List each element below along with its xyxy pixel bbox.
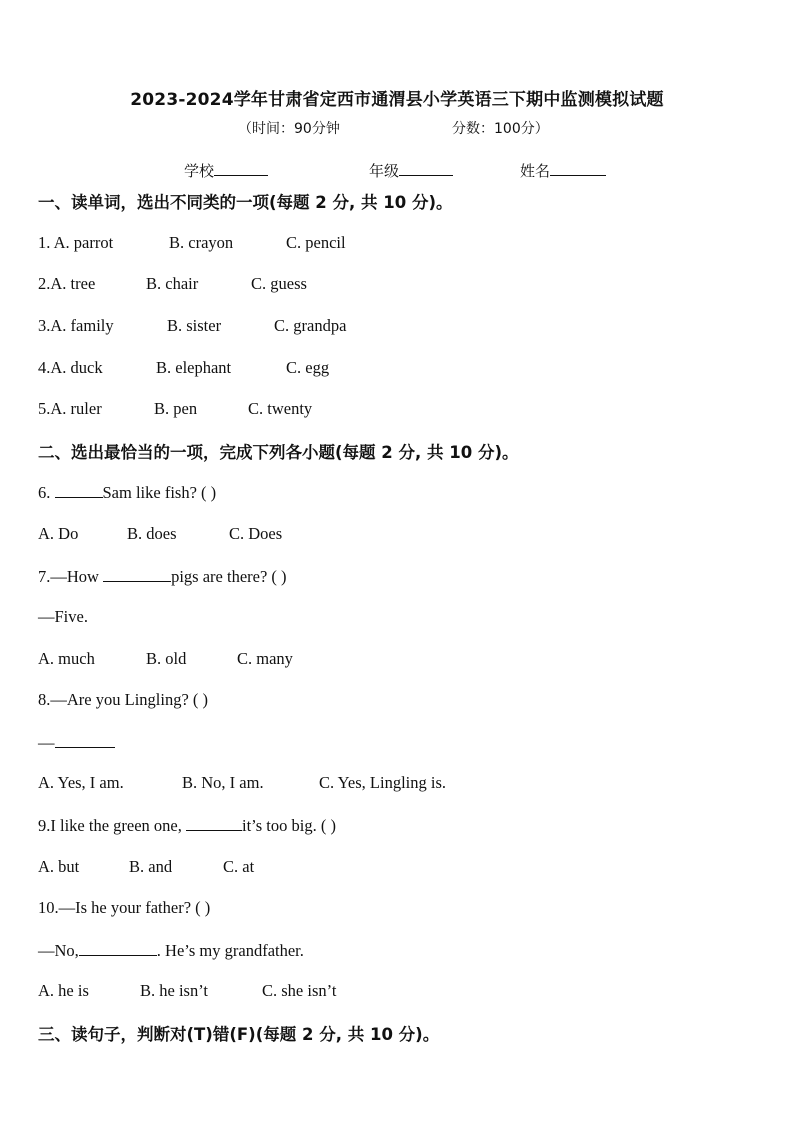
q10-option-c: C. she isn’t [262,981,337,1000]
q10-answer-start: —No, [38,941,79,960]
q2-number: 2. [38,274,51,293]
q10-option-a: A. he is [38,981,89,1000]
q2-option-a: A. tree [50,274,96,293]
section-3-heading: 三、读句子，判断对(T)错(F)(每题 2 分, 共 10 分)。 [38,1025,440,1044]
question-4 [38,358,103,378]
question-1 [38,233,113,253]
q3-option-a: A. family [50,316,114,335]
q6-blank[interactable] [55,482,103,498]
grade-blank[interactable] [399,161,453,176]
question-8: 8.—Are you Lingling? ( ) [38,690,209,709]
question-6 [38,482,216,503]
q8-option-b: B. No, I am. [182,773,264,792]
q6-number: 6. [38,483,55,502]
q6-option-b: B. does [127,524,177,543]
q10-answer-line [38,940,304,961]
grade-label: 年级 [369,162,400,180]
name-field [520,160,606,181]
q9-text-start: 9.I like the green one, [38,816,186,835]
q10-answer-end: . He’s my grandfather. [156,941,304,960]
q1-option-c: C. pencil [286,233,346,252]
score-note: 分数：100分） [452,121,549,137]
question-9 [38,815,336,836]
q5-number: 5. [38,399,51,418]
q7-text-end: pigs are there? ( ) [171,567,287,586]
name-label: 姓名 [520,162,551,180]
q4-option-c: C. egg [286,358,330,377]
q2-option-c: C. guess [251,274,307,293]
q7-text-start: 7.—How [38,567,104,586]
q7-option-a: A. much [38,649,95,668]
name-blank[interactable] [550,161,606,176]
q9-option-c: C. at [223,857,255,876]
q4-option-a: A. duck [50,358,103,377]
q8-option-a: A. Yes, I am. [38,773,124,792]
q8-option-c: C. Yes, Lingling is. [319,773,446,792]
q3-option-b: B. sister [167,316,222,335]
school-field [184,160,268,181]
q6-option-c: C. Does [229,524,283,543]
section-2-heading: 二、选出最恰当的一项，完成下列各小题(每题 2 分, 共 10 分)。 [38,443,519,462]
q8-blank[interactable] [55,732,115,748]
q4-option-b: B. elephant [156,358,232,377]
q7-blank[interactable] [103,566,171,582]
question-7 [38,566,287,587]
q7-option-c: C. many [237,649,293,668]
page-title: 2023-2024学年甘肃省定西市通渭县小学英语三下期中监测模拟试题 [130,90,664,110]
q9-option-a: A. but [38,857,80,876]
q1-option-a: A. parrot [53,233,114,252]
q5-option-a: A. ruler [50,399,102,418]
time-note: （时间：90分钟 [238,121,340,137]
question-3 [38,316,114,336]
q3-number: 3. [38,316,51,335]
q10-blank[interactable] [79,940,157,956]
question-10: 10.—Is he your father? ( ) [38,898,211,917]
q8-answer-line [38,732,115,753]
section-1-heading: 一、读单词，选出不同类的一项(每题 2 分, 共 10 分)。 [38,193,453,212]
q7-answer: —Five. [38,607,88,626]
q9-text-end: it’s too big. ( ) [241,816,336,835]
q2-option-b: B. chair [146,274,199,293]
grade-field [369,160,453,181]
q9-option-b: B. and [129,857,173,876]
q8-dash: — [38,733,55,752]
q1-option-b: B. crayon [169,233,234,252]
question-5 [38,399,102,419]
q7-option-b: B. old [146,649,187,668]
school-label: 学校 [184,162,215,180]
q1-number: 1. [38,233,54,252]
school-blank[interactable] [214,161,268,176]
q5-option-c: C. twenty [248,399,313,418]
q4-number: 4. [38,358,51,377]
q6-text: Sam like fish? ( ) [102,483,217,502]
q9-blank[interactable] [186,815,242,831]
q6-option-a: A. Do [38,524,79,543]
question-2 [38,274,95,294]
q5-option-b: B. pen [154,399,198,418]
q10-option-b: B. he isn’t [140,981,208,1000]
q3-option-c: C. grandpa [274,316,347,335]
